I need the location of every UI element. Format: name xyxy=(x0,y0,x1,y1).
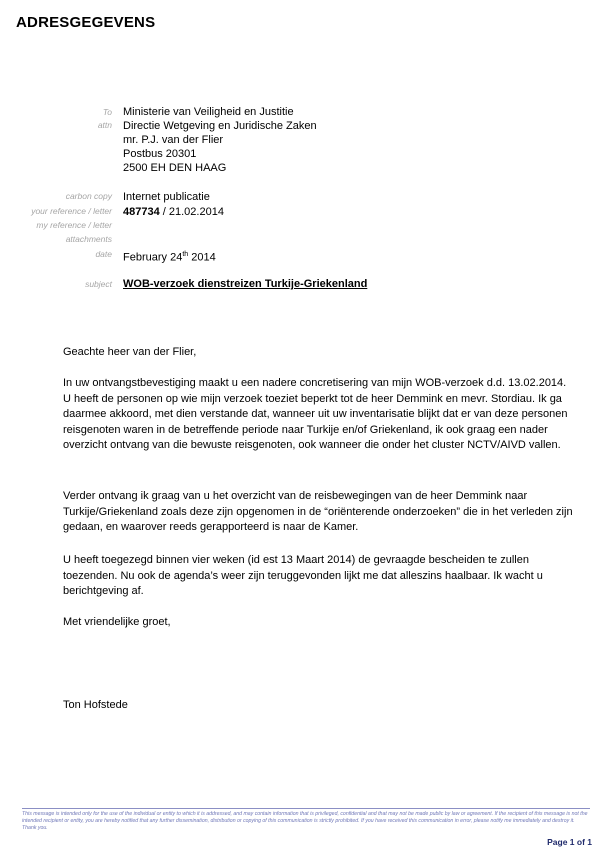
label-to: To xyxy=(102,107,112,117)
date-suffix: th xyxy=(182,251,189,258)
label-date: date xyxy=(95,249,112,259)
label-my-reference: my reference / letter xyxy=(36,220,112,230)
date-value xyxy=(123,248,216,265)
reference-date: / 21.02.2014 xyxy=(159,206,224,218)
footer-divider xyxy=(22,808,590,809)
date-year: 2014 xyxy=(188,251,216,264)
address-line: Directie Wetgeving en Juridische Zaken xyxy=(123,120,317,132)
subject-text: WOB-verzoek dienstreizen Turkije-Griekenland xyxy=(123,278,368,290)
body-paragraph: Verder ontvang ik graag van u het overzicht van de reisbewegingen van de heer Demmink naar Turkije/Griekenland zoals deze zijn opgenomen in de “oriënterende onderzoeken” die in het verleden zijn gedaan, en waarover reeds gerapporteerd is naar de Kamer. xyxy=(63,490,573,534)
label-attn: attn xyxy=(97,120,112,130)
body-paragraph: U heeft toegezegd binnen vier weken (id est 13 Maart 2014) de gevraagde bescheiden te zullen toezenden. Nu ook de agenda’s weer zijn teruggevonden lijkt me dat alleszins haalbaar. Ik wacht u berichtgeving af. xyxy=(63,554,543,598)
address-line: mr. P.J. van der Flier xyxy=(123,134,224,146)
address-line: 2500 EH DEN HAAG xyxy=(123,162,227,174)
label-attachments: attachments xyxy=(65,234,112,244)
carbon-copy-value: Internet publicatie xyxy=(123,191,210,203)
page-heading: ADRESGEGEVENS xyxy=(16,14,156,31)
subject-value xyxy=(123,277,367,291)
label-your-reference: your reference / letter xyxy=(31,206,112,216)
address-line: Ministerie van Veiligheid en Justitie xyxy=(123,106,294,118)
salutation: Geachte heer van der Flier, xyxy=(63,346,197,358)
reference-value xyxy=(123,205,224,219)
closing: Met vriendelijke groet, xyxy=(63,616,171,628)
label-carbon-copy: carbon copy xyxy=(65,191,112,201)
address-line: Postbus 20301 xyxy=(123,148,197,160)
label-subject: subject xyxy=(85,279,112,289)
page-number: Page 1 of 1 xyxy=(547,837,592,847)
reference-number: 487734 xyxy=(123,206,160,218)
body-paragraph: In uw ontvangstbevestiging maakt u een nadere concretisering van mijn WOB-verzoek d.d. 13.02.2014. U heeft de personen op wie mijn verzoek toeziet beperkt tot de heer Demmink en mevr. Stordiau. Ik ga daarmee akkoord, met dien verstande dat, wanneer uit uw inventarisatie blijkt dat er van deze personen reisgenoten waren in de betreffende periode naar Turkije en/of Griekenland, ik ook graag een nader overzicht ontvang van die bewuste reisgenoten, ook wanneer die onder het cluster NCTV/AIVD vallen. xyxy=(63,377,568,452)
disclaimer: This message is intended only for the use of the individual or entity to which it is addressed, and may contain information that is privileged, confidential and that may not be made public by law or agreement. If the recipient of this message is not the intended recipient or entity, you are hereby notified that any further dissemination, distribution or copying of this communication is strictly prohibited. If you have received this communication in error, please notify me immediately and destroy it. Thank you. xyxy=(22,811,588,831)
date-prefix: February 24 xyxy=(123,251,183,264)
signature: Ton Hofstede xyxy=(63,699,128,711)
